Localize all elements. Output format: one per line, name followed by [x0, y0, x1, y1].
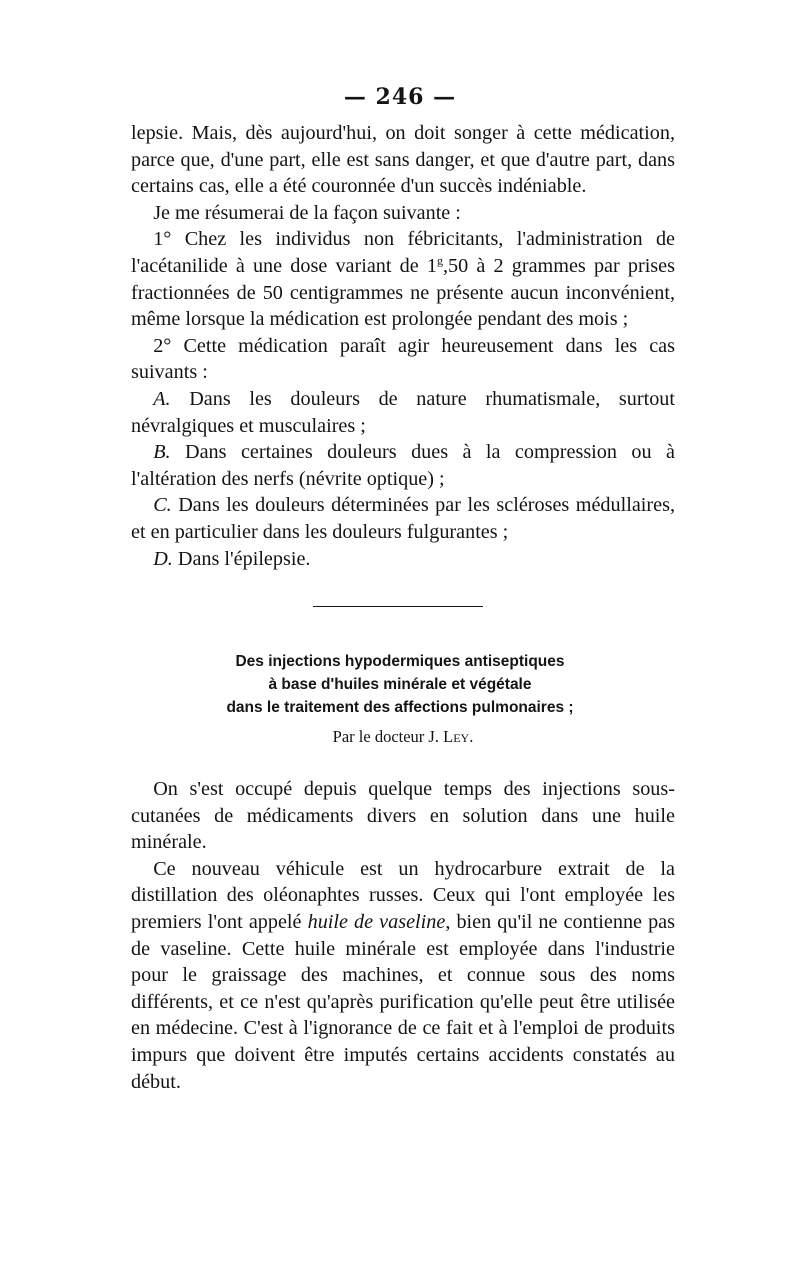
item-c-letter: C.: [153, 494, 172, 517]
section-divider: [313, 606, 483, 607]
article-paragraph-2-text-a: Ce nouveau véhicule est un hydrocarbure extrait de la distillation des oléonaphtes russes. Ceux qui l'ont employée les premiers l'ont appelé: [131, 857, 675, 933]
paragraph-summary-intro: [131, 200, 675, 227]
article-byline: [0, 727, 800, 747]
conclusion-item-b: [131, 439, 675, 492]
paragraph-continuation: [131, 120, 675, 200]
previous-article-conclusion: [131, 120, 675, 572]
item-a-letter: A.: [153, 387, 171, 410]
summary-intro-text: Je me résumerai de la façon suivante :: [153, 201, 461, 224]
article-title-line-1: Des injections hypodermiques antiseptiques: [235, 653, 565, 670]
article-paragraph-1: [131, 776, 675, 856]
article-title-line-2: à base d'huiles minérale et végétale: [268, 676, 532, 693]
item-1-superscript: g: [436, 253, 443, 268]
byline-prefix: Par le docteur J.: [332, 727, 444, 746]
article-paragraph-1-text: On s'est occupé depuis quelque temps des injections sous-cutanées de médicaments divers en solution dans une huile minérale.: [131, 778, 675, 854]
byline-suffix: .: [469, 727, 474, 746]
item-d-text: Dans l'épilepsie.: [172, 547, 311, 570]
item-b-text: Dans certaines douleurs dues à la compression ou à l'altération des nerfs (névrite optique) ;: [131, 441, 675, 490]
article-paragraph-2-text-b: , bien qu'il ne contienne pas de vaseline. Cette huile minérale est employée dans l'industrie pour le graissage des machines, et connue sous des noms différents, et ce n'est qu'après purification qu'elle peut être utilisée en médecine. C'est à l'ignorance de ce fait et à l'emploi de produits impurs que doivent être imputés certains accidents constatés au début.: [131, 910, 675, 1093]
byline-author: Ley: [443, 727, 470, 746]
conclusion-item-d: [131, 546, 675, 573]
conclusion-item-1: [131, 226, 675, 332]
item-a-text: Dans les douleurs de nature rhumatismale, surtout névralgiques et musculaires ;: [131, 387, 675, 437]
page-number: — 246 —: [343, 84, 457, 110]
item-1-text-prefix: 1° Chez les individus non fébricitants, l'administration de l'acétanilide à une dose variant de 1: [131, 228, 675, 277]
conclusion-item-2: [131, 333, 675, 386]
item-d-letter: D.: [153, 547, 173, 570]
item-c-text: Dans les douleurs déterminées par les scléroses médullaires, et en particulier dans les douleurs fulgurantes ;: [131, 494, 675, 543]
continuation-text: lepsie. Mais, dès aujourd'hui, on doit songer à cette médication, parce que, d'une part, elle est sans danger, et que d'autre part, dans certains cas, elle a été couronnée d'un succès indéniable.: [131, 122, 675, 198]
article-title: [150, 650, 650, 719]
article-body: [131, 776, 675, 1095]
article-title-line-3: dans le traitement des affections pulmonaires ;: [226, 699, 574, 716]
item-2-text: 2° Cette médication paraît agir heureusement dans les cas suivants :: [131, 334, 675, 384]
conclusion-item-c: [131, 492, 675, 545]
item-b-letter: B.: [153, 441, 171, 464]
article-paragraph-2: [131, 856, 675, 1095]
conclusion-item-a: [131, 386, 675, 439]
item-1-text-rest: ,50 à 2 grammes par prises fractionnées de 50 centigrammes ne présente aucun inconvénient, même lorsque la médication est prolongée pendant des mois ;: [131, 254, 675, 331]
article-paragraph-2-italic: huile de vaseline: [307, 910, 446, 933]
